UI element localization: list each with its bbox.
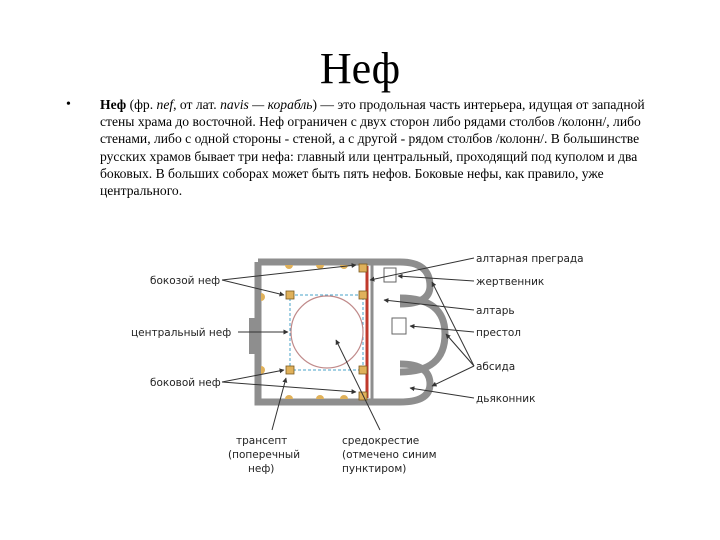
pillar bbox=[286, 366, 294, 374]
lat-word: navis — корабль bbox=[220, 97, 313, 112]
pillar bbox=[359, 291, 367, 299]
label-crossing-line3: пунктиром) bbox=[342, 463, 407, 475]
label-south-aisle: боковой неф bbox=[150, 377, 221, 389]
pillar bbox=[286, 291, 294, 299]
label-transept-line2: (поперечный bbox=[228, 449, 301, 461]
page-title: Неф bbox=[319, 44, 401, 93]
paren-close: ) bbox=[312, 97, 318, 112]
pillar bbox=[359, 366, 367, 374]
lat-prefix: , от лат. bbox=[173, 97, 221, 112]
label-central-nave: центральный неф bbox=[131, 327, 232, 339]
label-diaconicon: дьяконник bbox=[476, 393, 536, 405]
altar-table bbox=[392, 318, 406, 334]
label-holy-table: престол bbox=[476, 327, 522, 339]
definition-text: — это продольная часть интерьера, идущая от западной стены храма до восточной. Неф ограничен с двух сторон либо рядами столбов /колонн/, либо стенами, либо с одной стороны - стеной, а с другой - рядом столбов /колонн/. В большинстве русских храмов бывает три нефа: главный или центральный, проходящий под куполом и два боковых. В больших соборах может быть пять нефов. Боковые нефы, как правило, уже центрального. bbox=[100, 97, 645, 199]
label-transept-line3: неф) bbox=[248, 463, 275, 475]
label-prothesis: жертвенник bbox=[476, 276, 545, 288]
dome-circle bbox=[291, 296, 363, 368]
label-transept-line1: трансепт bbox=[236, 435, 288, 447]
label-apse: абсида bbox=[476, 361, 516, 373]
label-altar: алтарь bbox=[476, 305, 515, 317]
label-north-aisle: бокозой неф bbox=[150, 275, 221, 287]
label-crossing-line2: (отмечено синим bbox=[342, 449, 437, 461]
label-altar-barrier: алтарная преграда bbox=[476, 253, 584, 265]
pillar bbox=[359, 264, 367, 272]
label-crossing-line1: средокрестие bbox=[342, 435, 420, 447]
paren-open: (фр. bbox=[126, 97, 157, 112]
bullet-dot: • bbox=[66, 97, 71, 112]
fr-word: nef bbox=[156, 97, 174, 112]
west-door bbox=[249, 318, 256, 354]
term: Неф bbox=[100, 97, 127, 112]
